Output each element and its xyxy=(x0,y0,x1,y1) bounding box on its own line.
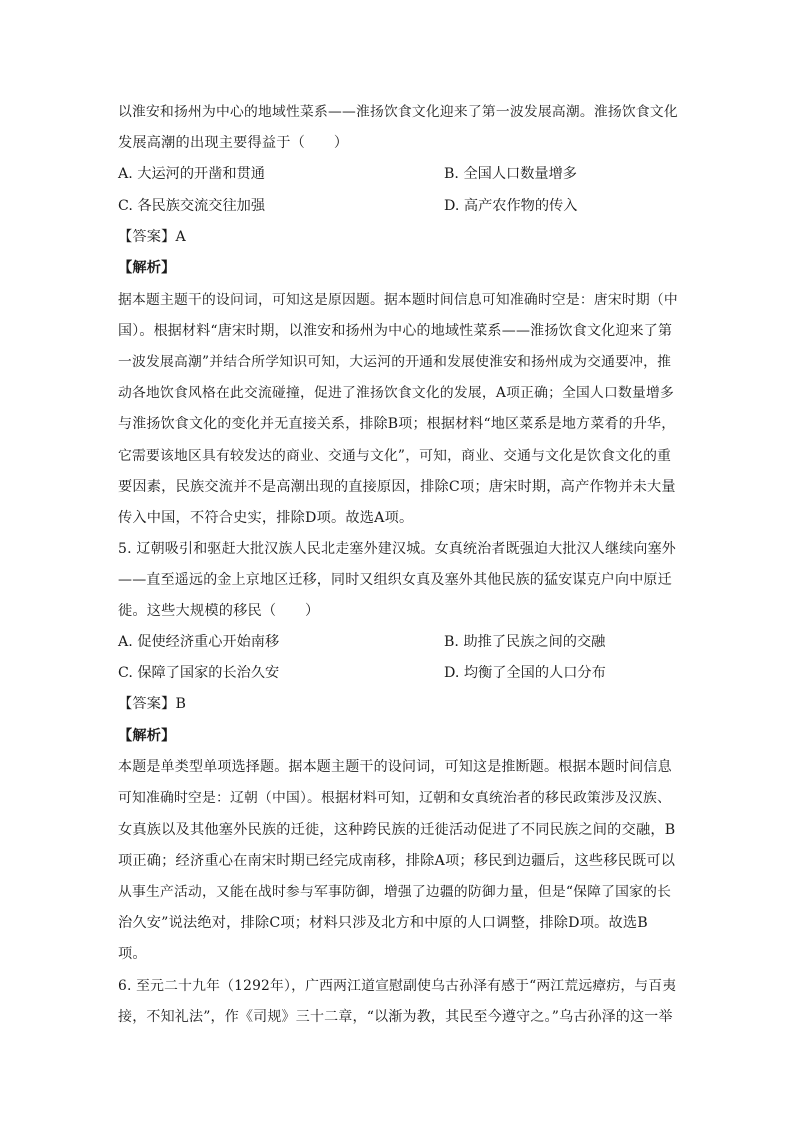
q5-analysis-line-7: 项。 xyxy=(118,946,147,962)
q5-stem-line-1: 5. 辽朝吸引和驱赶大批汉族人民北走塞外建汉城。女真统治者既强迫大批汉人继续向塞外 xyxy=(118,541,677,557)
q5-analysis-label: 【解析】 xyxy=(118,728,176,744)
q5-option-c: C. 保障了国家的长治久安 xyxy=(118,665,280,681)
q5-option-b: B. 助推了民族之间的交融 xyxy=(444,634,606,650)
q5-option-d: D. 均衡了全国的人口分布 xyxy=(444,665,606,681)
q5-option-a: A. 促使经济重心开始南移 xyxy=(118,634,280,650)
q4-option-a: A. 大运河的开凿和贯通 xyxy=(118,166,265,182)
q5-answer: 【答案】B xyxy=(118,696,187,712)
q4-analysis-line-7: 要因素，民族交流并不是高潮出现的直接原因，排除C项；唐宋时期，高产作物并未大量 xyxy=(118,479,676,495)
q4-stem-line-1: 以淮安和扬州为中心的地域性菜系——淮扬饮食文化迎来了第一波发展高潮。淮扬饮食文化 xyxy=(118,104,678,120)
q6-stem-line-2: 接，不知礼法”，作《司规》三十二章，“以渐为教，其民至今遵守之。”乌古孙泽的这一举 xyxy=(118,1009,673,1025)
q5-analysis-line-2: 可知准确时空是：辽朝（中国）。根据材料可知，辽朝和女真统治者的移民政策涉及汉族、 xyxy=(118,790,671,806)
q4-answer: 【答案】A xyxy=(118,229,186,245)
q5-stem-line-3: 徙。这些大规模的移民（ ） xyxy=(118,603,320,619)
q4-analysis-line-3: 一波发展高潮”并结合所学知识可知，大运河的开通和发展使淮安和扬州成为交通要冲，推 xyxy=(118,354,672,370)
q5-stem-line-2: ——直至遥远的金上京地区迁移，同时又组织女真及塞外其他民族的猛安谋克户向中原迁 xyxy=(118,572,672,588)
q4-analysis-label: 【解析】 xyxy=(118,260,176,276)
q4-option-c: C. 各民族交流交往加强 xyxy=(118,198,266,214)
q4-stem-line-2: 发展高潮的出现主要得益于（ ） xyxy=(118,135,349,151)
q5-analysis-line-4: 项正确；经济重心在南宋时期已经完成南移，排除A项；移民到边疆后，这些移民既可以 xyxy=(118,853,676,869)
q4-analysis-line-6: 它需要该地区具有较发达的商业、交通与文化”，可知，商业、交通与文化是饮食文化的重 xyxy=(118,448,672,464)
q4-option-d: D. 高产农作物的传入 xyxy=(444,198,578,214)
q5-analysis-line-6: 治久安”说法绝对，排除C项；材料只涉及北方和中原的人口调整，排除D项。故选B xyxy=(118,915,648,931)
q6-stem-line-1: 6. 至元二十九年（1292年），广西两江道宣慰副使乌古孙泽有感于“两江荒远瘴疠，与百夷 xyxy=(118,978,677,994)
q4-option-b: B. 全国人口数量增多 xyxy=(444,166,577,182)
q4-analysis-line-1: 据本题主题干的设问词，可知这是原因题。据本题时间信息可知准确时空是：唐宋时期（中 xyxy=(118,292,678,308)
q4-analysis-line-8: 传入中国，不符合史实，排除D项。故选A项。 xyxy=(118,510,414,526)
q4-analysis-line-5: 与淮扬饮食文化的变化并无直接关系，排除B项；根据材料“地区菜系是地方菜肴的升华， xyxy=(118,416,676,432)
q4-analysis-line-4: 动各地饮食风格在此交流碰撞，促进了淮扬饮食文化的发展，A项正确；全国人口数量增多 xyxy=(118,385,675,401)
q5-analysis-line-3: 女真族以及其他塞外民族的迁徙，这种跨民族的迁徙活动促进了不同民族之间的交融，B xyxy=(118,822,676,838)
q5-analysis-line-1: 本题是单类型单项选择题。据本题主题干的设问词，可知这是推断题。根据本题时间信息 xyxy=(118,759,672,775)
q5-analysis-line-5: 从事生产活动，又能在战时参与军事防御，增强了边疆的防御力量，但是“保障了国家的长 xyxy=(118,884,672,900)
q4-analysis-line-2: 国）。根据材料“唐宋时期，以淮安和扬州为中心的地域性菜系——淮扬饮食文化迎来了第 xyxy=(118,323,673,339)
